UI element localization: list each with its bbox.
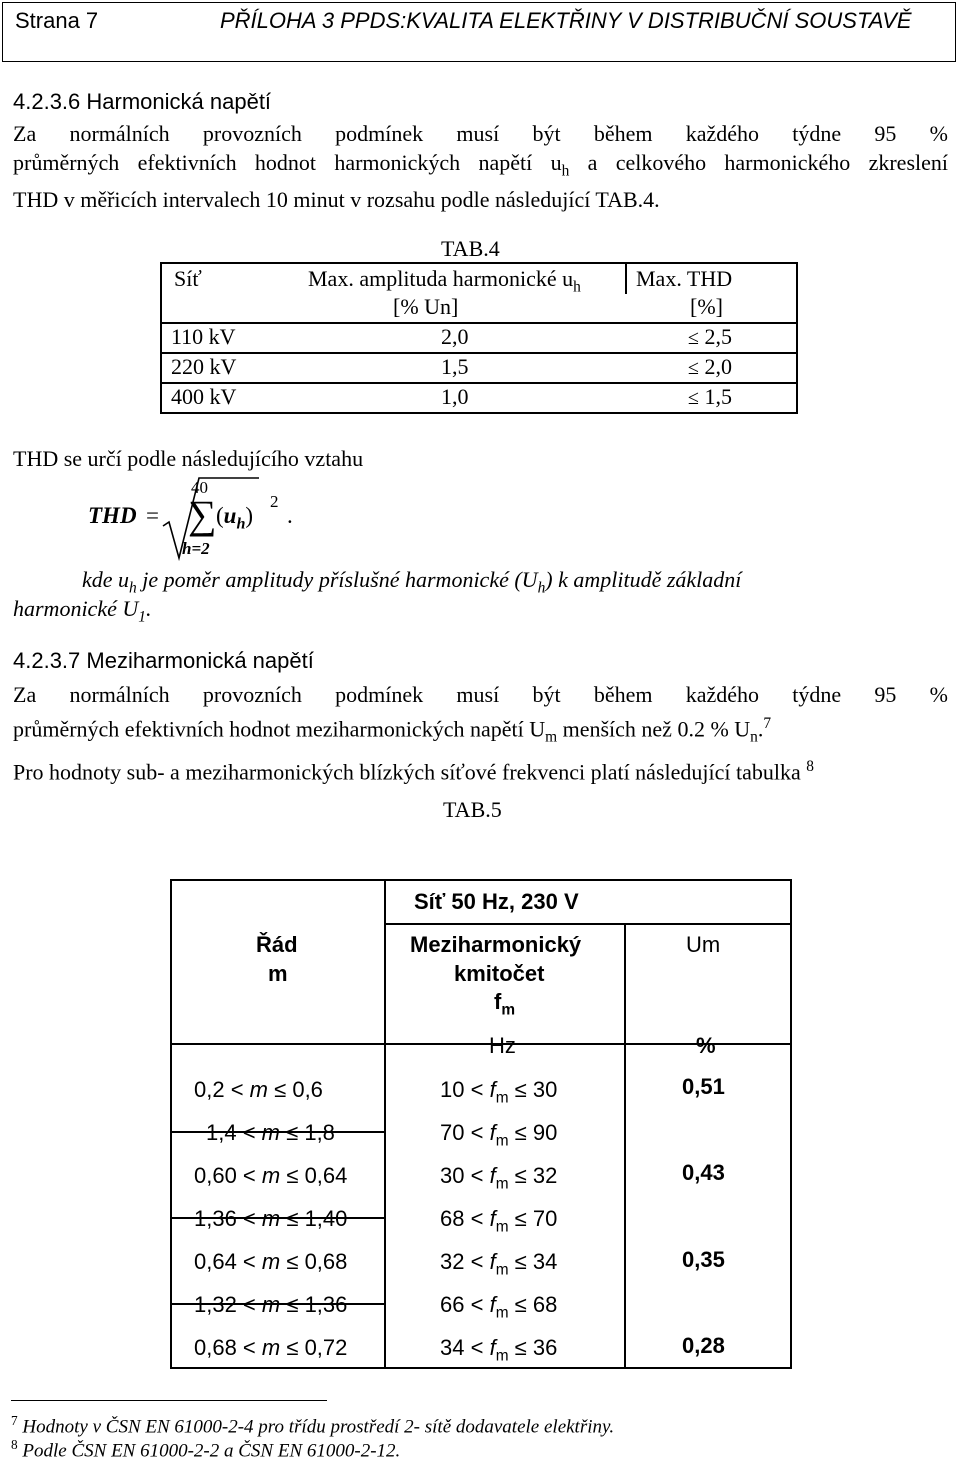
cell-amplitude: 2,0	[441, 324, 469, 349]
text-run: f	[494, 989, 502, 1014]
subscript: h	[561, 162, 570, 180]
table-caption: TAB.4	[441, 236, 500, 261]
var-f: f	[489, 1206, 496, 1231]
cell-order-range	[194, 1077, 323, 1103]
text-run: 1,8	[304, 1120, 335, 1145]
net-header: Síť 50 Hz, 230 V	[414, 889, 579, 914]
le-icon: ≤	[688, 357, 699, 379]
subscript: m	[501, 1001, 516, 1019]
document-title: PŘÍLOHA 3 PPDS:KVALITA ELEKTŘINY V DISTRIBUČNÍ SOUSTAVĚ	[220, 8, 912, 33]
var-u: u	[223, 503, 237, 528]
footnote-ref[interactable]: 8	[806, 757, 814, 775]
le-icon: ≤	[514, 1249, 527, 1274]
subscript: m	[495, 1218, 509, 1236]
text-run: 0,2 <	[194, 1077, 244, 1102]
subscript: 1	[138, 608, 146, 626]
paren-open: (	[216, 503, 224, 528]
var-m: m	[249, 1077, 268, 1102]
interharmonic-table	[170, 879, 792, 1369]
cell-frequency-range	[440, 1335, 557, 1365]
footnote-text: Hodnoty v ČSN EN 61000-2-4 pro třídu prostředí 2- sítě dodavatele elektřiny.	[22, 1416, 615, 1438]
cell-frequency-range	[440, 1120, 557, 1150]
text-run: Max. amplituda harmonické u	[308, 266, 574, 291]
text-run: je poměr amplitudy příslušné harmonické (U	[136, 567, 538, 592]
le-icon: ≤	[514, 1120, 527, 1145]
cell-frequency-range	[440, 1077, 557, 1107]
subscript: m	[495, 1089, 509, 1107]
table-rule	[625, 264, 627, 294]
text-run: 0,68 <	[194, 1335, 256, 1360]
var-m: m	[261, 1335, 281, 1360]
paragraph-line	[13, 709, 948, 752]
text-run: 66 <	[440, 1292, 484, 1317]
cell-order-range	[194, 1292, 347, 1318]
le-icon: ≤	[286, 1292, 299, 1317]
page-number: Strana 7	[15, 8, 99, 33]
le-icon: ≤	[286, 1335, 299, 1360]
footnote-text: Podle ČSN EN 61000-2-2 a ČSN EN 61000-2-12.	[22, 1440, 401, 1462]
cell-net: 400 kV	[171, 384, 237, 409]
text-run: 0,64 <	[194, 1249, 256, 1274]
formula-exponent: 2	[270, 492, 279, 511]
cell-um: 0,43	[682, 1160, 725, 1185]
le-icon: ≤	[514, 1077, 527, 1102]
table-rule	[624, 923, 626, 1367]
table-rule	[384, 881, 386, 1367]
le-icon: ≤	[514, 1292, 527, 1317]
formula-upper-limit: 40	[191, 478, 208, 497]
cell-um: 0,35	[682, 1247, 725, 1272]
var-m: m	[261, 1206, 281, 1231]
cell-thd	[688, 324, 732, 350]
text-run: 68	[532, 1292, 558, 1317]
var-f: f	[489, 1292, 496, 1317]
col-header-frequency-symbol	[494, 989, 515, 1019]
paragraph-line	[13, 752, 948, 786]
text-run: 30 <	[440, 1163, 484, 1188]
thd-formula	[86, 476, 416, 566]
cell-thd-value: 2,5	[704, 324, 732, 349]
cell-thd	[688, 384, 732, 410]
text-run: 0,6	[292, 1077, 323, 1102]
text-run: 0,64	[304, 1163, 348, 1188]
text-run: 1,40	[304, 1206, 348, 1231]
var-m: m	[261, 1163, 281, 1188]
subscript: m	[545, 728, 558, 746]
formula-explanation	[13, 596, 151, 626]
unit-hz: Hz	[489, 1033, 516, 1058]
footnote-separator	[11, 1400, 327, 1401]
var-h: h	[236, 515, 246, 533]
table-caption: TAB.5	[443, 797, 502, 822]
le-icon: ≤	[286, 1206, 299, 1231]
text-run: 90	[532, 1120, 558, 1145]
cell-um: 0,51	[682, 1074, 725, 1099]
harmonics-table	[160, 262, 798, 414]
col-header-net: Síť	[174, 266, 202, 291]
text-run: 34	[532, 1249, 558, 1274]
var-m: m	[261, 1292, 281, 1317]
var-m: m	[261, 1249, 281, 1274]
col-header-thd: Max. THD	[636, 266, 733, 291]
le-icon: ≤	[286, 1249, 299, 1274]
le-icon: ≤	[274, 1077, 287, 1102]
subscript: m	[495, 1304, 509, 1322]
cell-frequency-range	[440, 1292, 557, 1322]
formula-lower-limit: h=2	[182, 539, 210, 558]
text-run: .	[757, 716, 764, 742]
cell-frequency-range	[440, 1163, 557, 1193]
text-run: 32	[532, 1163, 558, 1188]
subscript: m	[495, 1132, 509, 1150]
le-icon: ≤	[514, 1163, 527, 1188]
paragraph-line: Za normálních provozních podmínek musí být během každého týdne 95 %	[13, 121, 948, 146]
footnote-8	[11, 1437, 400, 1462]
text-run: U	[686, 932, 702, 957]
section-heading-harmonic: 4.2.3.6 Harmonická napětí	[13, 89, 272, 114]
col-header-um	[686, 932, 720, 958]
sigma-icon: ∑	[188, 492, 217, 537]
text-run: průměrných efektivních hodnot meziharmonických napětí U	[13, 716, 546, 742]
le-icon: ≤	[514, 1206, 527, 1231]
cell-net: 110 kV	[171, 324, 236, 349]
text-run: 68 <	[440, 1206, 484, 1231]
section-heading-interharmonic: 4.2.3.7 Meziharmonická napětí	[13, 648, 314, 673]
subscript: h	[537, 579, 546, 597]
footnote-number: 7	[11, 1413, 18, 1428]
text-run: a celkového harmonického zkreslení	[569, 150, 948, 175]
col-header-thd-unit: [%]	[690, 294, 723, 319]
footnote-number: 8	[11, 1437, 18, 1452]
col-header-frequency: Meziharmonický	[410, 932, 582, 957]
cell-thd-value: 2,0	[704, 354, 732, 379]
subscript: m	[495, 1261, 509, 1279]
thd-intro-text: THD se určí podle následujícího vztahu	[13, 446, 364, 471]
paragraph-interharmonic	[13, 680, 948, 786]
cell-order-range	[206, 1120, 335, 1146]
page-header	[2, 2, 956, 62]
text-run: 1,36 <	[194, 1206, 256, 1231]
formula-dot: .	[287, 503, 293, 528]
var-m: m	[261, 1120, 280, 1145]
var-f: f	[489, 1077, 496, 1102]
cell-order-range	[194, 1249, 347, 1275]
cell-frequency-range	[440, 1206, 557, 1236]
text-run: 1,4 <	[206, 1120, 256, 1145]
text-run: 30	[532, 1077, 558, 1102]
footnote-ref[interactable]: 7	[763, 715, 772, 732]
cell-um: 0,28	[682, 1333, 725, 1358]
cell-amplitude: 1,5	[441, 354, 469, 379]
le-icon: ≤	[514, 1335, 527, 1360]
subscript: h	[573, 278, 581, 296]
text-run: .	[145, 596, 152, 621]
text-run: 34 <	[440, 1335, 484, 1360]
col-header-order: Řád	[256, 932, 298, 957]
paragraph-line: Za normálních provozních podmínek musí být během každého týdne 95 %	[13, 682, 948, 707]
var-f: f	[489, 1163, 496, 1188]
text-run: ) k amplitudě základní	[545, 567, 742, 592]
le-icon: ≤	[688, 327, 699, 349]
text-run: 70	[532, 1206, 558, 1231]
col-header-order-symbol: m	[268, 961, 288, 986]
cell-net: 220 kV	[171, 354, 237, 379]
text-run: Pro hodnoty sub- a meziharmonických blízkých síťové frekvenci platí následující tabulka	[13, 759, 801, 785]
subscript: m	[495, 1175, 509, 1193]
var-f: f	[489, 1335, 496, 1360]
var-f: f	[489, 1249, 496, 1274]
text-run: 0,68	[304, 1249, 348, 1274]
unit-percent: %	[696, 1033, 716, 1058]
col-header-amplitude-unit: [% Un]	[393, 294, 459, 319]
le-icon: ≤	[688, 387, 699, 409]
text-run: 70 <	[440, 1120, 484, 1145]
text-run: 1,36	[304, 1292, 348, 1317]
formula-explanation	[82, 567, 741, 597]
paragraph-line: THD v měřicích intervalech 10 minut v rozsahu podle následující TAB.4.	[13, 187, 660, 213]
le-icon: ≤	[286, 1120, 299, 1145]
formula-lhs: THD	[88, 503, 137, 528]
text-run: harmonické U	[13, 596, 139, 621]
cell-amplitude: 1,0	[441, 384, 469, 409]
text-run: 1,32 <	[194, 1292, 256, 1317]
cell-order-range	[194, 1163, 347, 1189]
paragraph-line	[13, 148, 948, 185]
paren-close: )	[245, 503, 254, 528]
cell-thd	[688, 354, 732, 380]
text-run: 10 <	[440, 1077, 484, 1102]
text-run: kde u	[82, 567, 130, 592]
le-icon: ≤	[286, 1163, 299, 1188]
cell-thd-value: 1,5	[704, 384, 732, 409]
cell-order-range	[194, 1335, 347, 1361]
subscript: h	[129, 579, 137, 597]
text-run: průměrných efektivních hodnot harmonických napětí u	[13, 150, 562, 175]
text-run: 0,72	[304, 1335, 348, 1360]
formula-equals: =	[146, 503, 159, 528]
subscript: m	[495, 1347, 509, 1365]
formula-term	[216, 503, 253, 534]
cell-frequency-range	[440, 1249, 557, 1279]
table-rule	[384, 923, 792, 925]
text-run: 36	[532, 1335, 558, 1360]
var-f: f	[489, 1120, 496, 1145]
col-header-amplitude	[308, 266, 581, 296]
col-header-frequency-2: kmitočet	[454, 961, 545, 986]
subscript: n	[750, 728, 758, 746]
text-run: menších než 0.2 % U	[557, 716, 751, 742]
text-run: 32 <	[440, 1249, 484, 1274]
text-run: m	[701, 932, 721, 957]
paragraph-harmonic	[13, 119, 948, 214]
text-run: 0,60 <	[194, 1163, 256, 1188]
cell-order-range	[194, 1206, 347, 1232]
footnote-7	[11, 1413, 614, 1438]
